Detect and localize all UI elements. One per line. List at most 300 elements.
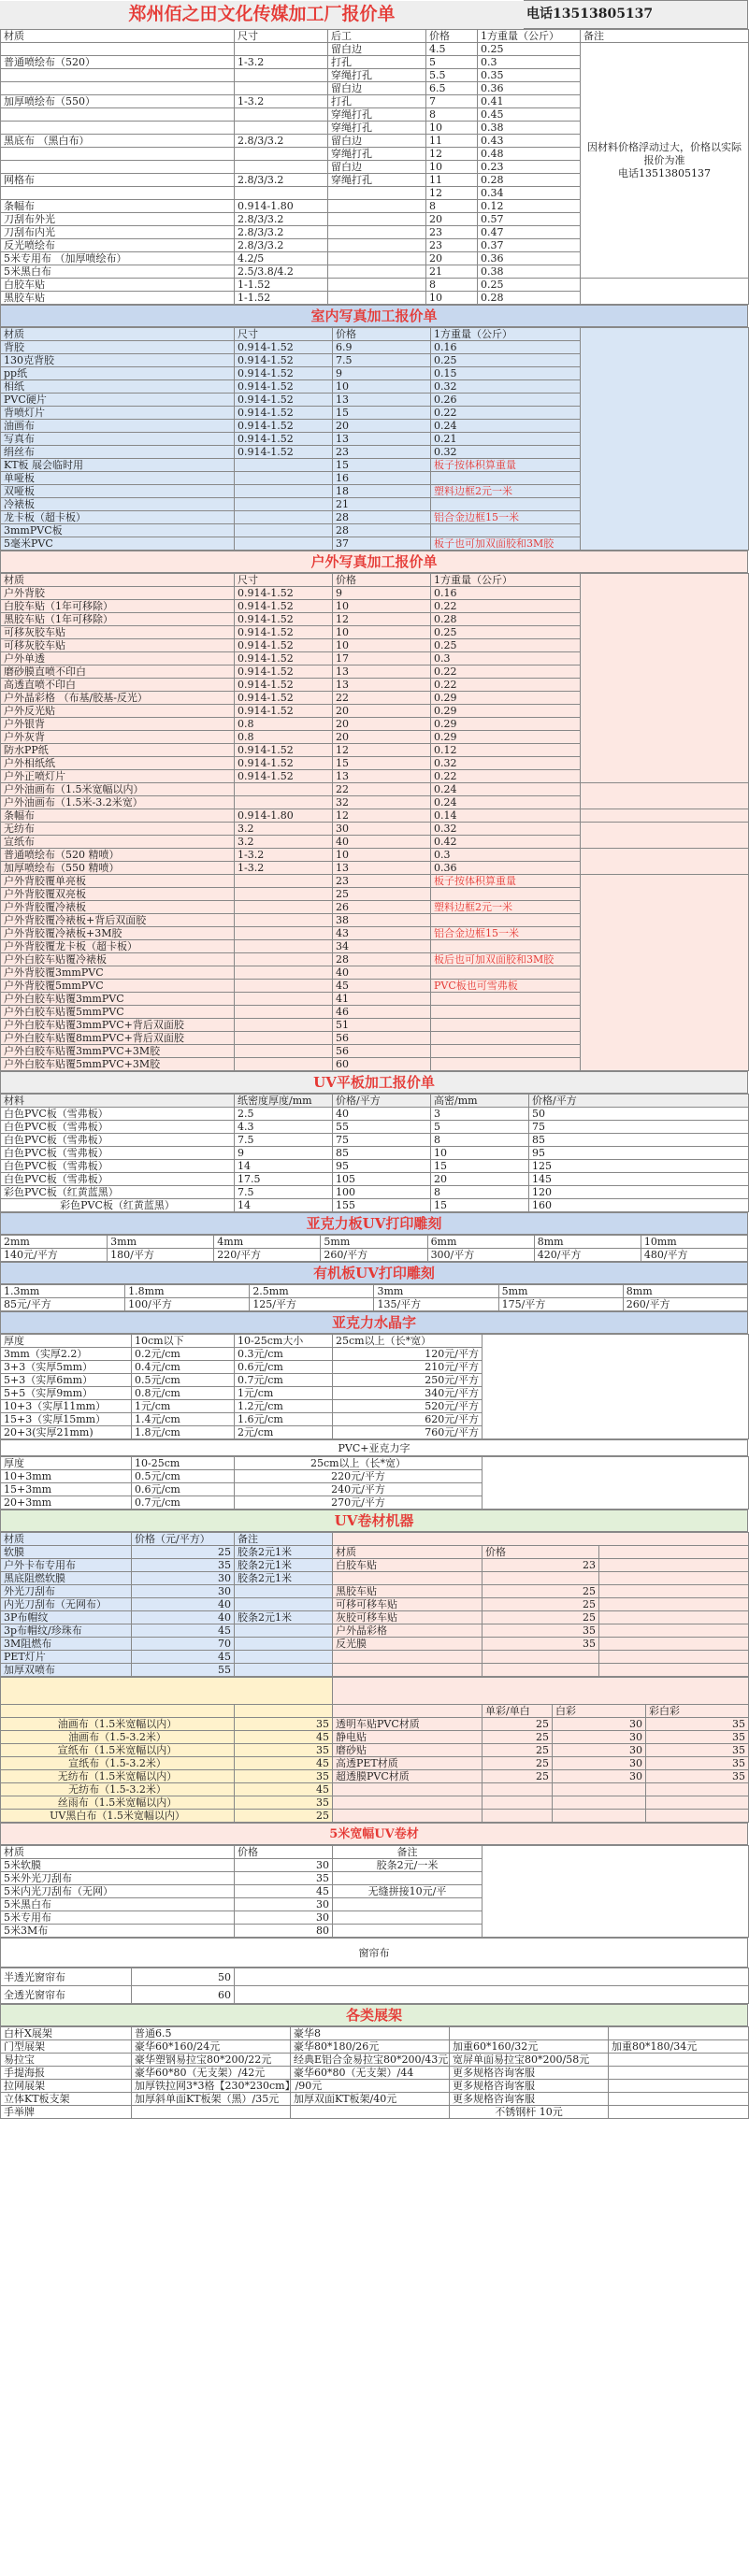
table-cell: 0.14	[431, 809, 581, 823]
table-cell: 1-3.2	[235, 862, 333, 875]
table-cell: PET灯片	[1, 1651, 132, 1664]
table-cell: 穿绳打孔	[328, 69, 426, 82]
column-header: 1方重量（公斤）	[478, 30, 581, 43]
table-cell: 20	[333, 731, 431, 744]
table-cell	[1, 122, 235, 135]
table-cell	[333, 1664, 483, 1677]
table-header-row	[1, 1335, 749, 1348]
table-cell: 更多规格咨询客服	[450, 2093, 609, 2106]
table-cell	[1, 108, 235, 122]
table-cell	[235, 511, 333, 524]
table-row	[1, 809, 749, 823]
column-header: 尺寸	[235, 30, 328, 43]
pvc-acrylic-title-text: PVC+亚克力字	[1, 1440, 748, 1456]
column-header: 备注	[333, 1846, 483, 1859]
header-phone: 电话13513805137	[524, 1, 748, 29]
table-cell: 10	[426, 122, 478, 135]
table-cell	[599, 1572, 749, 1585]
column-header: 1方重量（公斤）	[431, 574, 581, 587]
table-cell: 0.22	[431, 665, 581, 679]
column-header: 单彩/单白	[483, 1705, 553, 1718]
table-cell	[599, 1624, 749, 1638]
price-cell: 140元/平方	[1, 1249, 108, 1262]
table-cell	[483, 1783, 553, 1796]
table-cell: 户外背胶覆5mmPVC	[1, 980, 235, 993]
table-cell: 55	[333, 1121, 431, 1134]
table-cell	[235, 927, 333, 940]
table-cell: 户外背胶覆冷裱板+3M胶	[1, 927, 235, 940]
table-cell: 打孔	[328, 95, 426, 108]
table-cell	[431, 1006, 581, 1019]
table-cell: 0.34	[478, 187, 581, 200]
table-cell	[235, 1585, 333, 1598]
column-header: 10-25cm	[132, 1457, 235, 1470]
table-cell: 1.4元/cm	[132, 1413, 235, 1426]
table-cell: 0.8元/cm	[132, 1387, 235, 1400]
table-cell: 0.22	[431, 600, 581, 613]
table-cell: 0.48	[478, 148, 581, 161]
table-cell: 手提海报	[1, 2067, 132, 2080]
table-cell: 留白边	[328, 135, 426, 148]
table-cell: 10	[431, 1147, 529, 1160]
table-row	[1, 1986, 749, 2004]
organic-title	[0, 1262, 748, 1284]
table-cell: 50	[529, 1108, 749, 1121]
price-cell: 220/平方	[214, 1249, 321, 1262]
table-cell	[235, 1058, 333, 1071]
table-cell	[599, 1651, 749, 1664]
table-cell: 户外卡布专用布	[1, 1559, 132, 1572]
table-cell	[328, 200, 426, 213]
table-cell: 更多规格咨询客服	[450, 2080, 609, 2093]
table-cell: 胶条2元1米	[235, 1559, 333, 1572]
table-cell: 0.5元/cm	[132, 1374, 235, 1387]
table-cell: 0.914-1.52	[235, 446, 333, 459]
table-cell: 0.914-1.52	[235, 652, 333, 665]
table-cell: 9	[333, 587, 431, 600]
table-cell	[431, 1019, 581, 1032]
table-cell: 28	[333, 953, 431, 966]
section-title-row	[1, 1678, 749, 1705]
table-cell: 0.32	[431, 823, 581, 836]
table-cell: 37	[333, 537, 431, 551]
outdoor-title: 户外写真加工报价单	[1, 551, 748, 573]
table-cell: 25	[132, 1546, 235, 1559]
table-header-row	[1, 1457, 749, 1470]
table-cell	[1, 161, 235, 174]
table-cell: 25	[483, 1611, 599, 1624]
table-cell: 户外白胶车贴覆3mmPVC	[1, 993, 235, 1006]
table-header-row	[1, 1846, 749, 1859]
table-cell: 户外相纸纸	[1, 757, 235, 770]
table-cell: 黑胶车贴（1年可移除）	[1, 613, 235, 626]
table-cell: 0.914-1.52	[235, 380, 333, 394]
table-cell	[235, 148, 328, 161]
table-cell: 户外油画布（1.5米宽幅以内）	[1, 783, 235, 796]
price-row	[1, 1249, 748, 1262]
table-cell: 普通喷绘布（520 精喷）	[1, 849, 235, 862]
table-cell: 胶条2元/一米	[333, 1859, 483, 1872]
table-cell: 21	[333, 498, 431, 511]
table-cell: 0.29	[431, 705, 581, 718]
table-cell: 全透光窗帘布	[1, 1986, 132, 2004]
table-cell: 灰胶可移车贴	[333, 1611, 483, 1624]
size-cell: 6mm	[427, 1236, 534, 1249]
table-cell: 23	[483, 1559, 599, 1572]
table-cell: 易拉宝	[1, 2054, 132, 2067]
table-cell: 2.8/3/3.2	[235, 226, 328, 239]
size-cell: 3mm	[108, 1236, 214, 1249]
table-cell: 5	[431, 1121, 529, 1134]
side-phone	[581, 328, 749, 551]
acrylic-title	[0, 1212, 748, 1235]
table-cell	[235, 980, 333, 993]
table-cell: 背喷灯片	[1, 407, 235, 420]
table-cell: 0.38	[478, 265, 581, 279]
table-cell: 0.12	[478, 200, 581, 213]
table-cell: 0.23	[478, 161, 581, 174]
stand-title-text: 各类展架	[1, 2005, 748, 2026]
table-cell: 3p布帽纹/珍珠布	[1, 1624, 132, 1638]
table-row	[1, 2054, 749, 2067]
table-cell: 刀刮布外光	[1, 213, 235, 226]
table-cell	[431, 524, 581, 537]
table-cell	[333, 1796, 483, 1810]
table-cell: 0.47	[478, 226, 581, 239]
table-cell: 12	[333, 613, 431, 626]
table-cell	[431, 1032, 581, 1045]
table-cell: 10	[333, 639, 431, 652]
table-cell	[431, 1045, 581, 1058]
table-cell: 户外背胶覆单亮板	[1, 875, 235, 888]
table-row	[1, 2093, 749, 2106]
table-cell: 3P布帽纹	[1, 1611, 132, 1624]
table-cell: 0.24	[431, 796, 581, 809]
table-cell: 户外白胶车贴覆8mmPVC+背后双面胶	[1, 1032, 235, 1045]
table-cell	[599, 1559, 749, 1572]
table-cell: 20+3(实厚21mm)	[1, 1426, 132, 1439]
table-cell: 豪华8	[291, 2027, 450, 2040]
table-cell: 5.5	[426, 69, 478, 82]
table-cell: 3.2	[235, 836, 333, 849]
table-cell: 胶条2元1米	[235, 1546, 333, 1559]
table-cell: 板子也可加双面胶和3M胶	[431, 537, 581, 551]
table-row	[1, 1770, 749, 1783]
table-cell	[646, 1810, 749, 1823]
table-cell	[235, 1019, 333, 1032]
table-cell: 5米外光刀刮布	[1, 1872, 235, 1885]
size-cell: 1.8mm	[125, 1285, 250, 1298]
indoor-price-table	[0, 327, 749, 551]
table-cell: 绢丝布	[1, 446, 235, 459]
price-cell: 300/平方	[427, 1249, 534, 1262]
table-cell: 相纸	[1, 380, 235, 394]
table-cell: 9	[333, 367, 431, 380]
table-cell: 20	[333, 420, 431, 433]
table-cell	[235, 122, 328, 135]
table-cell: 35	[646, 1718, 749, 1731]
table-cell: 5+5（实厚9mm）	[1, 1387, 132, 1400]
table-cell: 18	[333, 485, 431, 498]
table-row	[1, 1624, 749, 1638]
uv-flatbed-table	[0, 1094, 749, 1212]
table-cell: 内光刀刮布（无网布）	[1, 1598, 132, 1611]
table-cell: 加重80*180/34元	[609, 2040, 749, 2054]
table-cell	[235, 901, 333, 914]
stand-title	[0, 2004, 748, 2026]
table-cell	[235, 498, 333, 511]
table-cell: 5毫米PVC	[1, 537, 235, 551]
table-cell: 0.16	[431, 341, 581, 354]
table-cell	[235, 187, 328, 200]
table-cell: 0.36	[431, 862, 581, 875]
table-header-row	[1, 30, 749, 43]
table-cell: 手举牌	[1, 2106, 132, 2119]
table-cell: 门型展架	[1, 2040, 132, 2054]
table-cell	[235, 1006, 333, 1019]
size-cell: 1.3mm	[1, 1285, 125, 1298]
table-cell: 20	[426, 252, 478, 265]
table-cell: 220元/平方	[235, 1470, 483, 1483]
table-row	[1, 1664, 749, 1677]
table-cell: 穿绳打孔	[328, 108, 426, 122]
table-row	[1, 849, 749, 862]
table-cell: 14	[235, 1160, 333, 1173]
table-cell: 12	[333, 744, 431, 757]
table-cell: 85	[529, 1134, 749, 1147]
table-cell: 0.28	[478, 292, 581, 305]
table-cell: 60	[132, 1986, 235, 2004]
price-cell: 260/平方	[321, 1249, 427, 1262]
table-cell: 宽屏单面易拉宝80*200/58元	[450, 2054, 609, 2067]
table-cell: 户外灰背	[1, 731, 235, 744]
table-cell: 43	[333, 927, 431, 940]
banner-price-table	[0, 29, 749, 305]
table-cell: 17.5	[235, 1173, 333, 1186]
price-cell: 480/平方	[641, 1249, 747, 1262]
table-cell: 3M阻燃布	[1, 1638, 132, 1651]
remark-note	[581, 43, 749, 279]
table-cell: 35	[235, 1796, 333, 1810]
table-cell: 油画布（1.5米宽幅以内）	[1, 1718, 235, 1731]
table-cell: 0.914-1.52	[235, 341, 333, 354]
table-cell: 1-1.52	[235, 279, 328, 292]
table-cell: 20	[431, 1173, 529, 1186]
column-header: 1方重量（公斤）	[431, 328, 581, 341]
table-cell: 23	[426, 239, 478, 252]
table-cell: 1-3.2	[235, 95, 328, 108]
column-header: 材质	[1, 328, 235, 341]
table-cell	[431, 888, 581, 901]
table-cell	[1, 187, 235, 200]
table-cell: 7.5	[235, 1134, 333, 1147]
table-row	[1, 1199, 749, 1212]
table-cell	[328, 213, 426, 226]
table-row	[1, 1147, 749, 1160]
table-cell: 0.29	[431, 718, 581, 731]
table-cell: 0.3元/cm	[235, 1348, 333, 1361]
table-cell: 23	[333, 446, 431, 459]
table-cell: 超透膜PVC材质	[333, 1770, 483, 1783]
table-cell: 8	[426, 279, 478, 292]
price-cell: 125/平方	[250, 1298, 374, 1311]
table-cell: 9	[235, 1147, 333, 1160]
table-cell: 25	[235, 1810, 333, 1823]
table-cell: 软膜	[1, 1546, 132, 1559]
table-cell	[483, 1651, 599, 1664]
table-cell: 2.8/3/3.2	[235, 213, 328, 226]
table-row	[1, 1186, 749, 1199]
table-cell: 0.914-1.52	[235, 705, 333, 718]
table-cell: 0.22	[431, 770, 581, 783]
table-cell: 0.914-1.80	[235, 200, 328, 213]
table-cell: 双哑板	[1, 485, 235, 498]
table-cell: 条幅布	[1, 200, 235, 213]
table-cell: 板后也可加双面胶和3M胶	[431, 953, 581, 966]
table-cell	[132, 2106, 291, 2119]
column-header: 10cm以下	[132, 1335, 235, 1348]
table-cell: 3mmPVC板	[1, 524, 235, 537]
uv-soft-table	[0, 1677, 749, 1823]
five-meter-title	[0, 1823, 748, 1845]
table-cell	[235, 108, 328, 122]
table-row	[1, 1546, 749, 1559]
table-cell: 25	[483, 1757, 553, 1770]
indoor-title: 室内写真加工报价单	[1, 306, 748, 327]
table-cell: 25	[483, 1585, 599, 1598]
table-cell: 1.8元/cm	[132, 1426, 235, 1439]
table-cell: KT板 展会临时用	[1, 459, 235, 472]
table-cell: 0.25	[431, 354, 581, 367]
table-cell	[333, 1925, 483, 1938]
table-cell	[1, 43, 235, 56]
column-header: 后工	[328, 30, 426, 43]
table-cell: 0.25	[478, 279, 581, 292]
five-meter-table	[0, 1845, 749, 1938]
uv-flatbed-title-text: UV平板加工报价单	[1, 1072, 748, 1094]
curtain-title	[0, 1938, 748, 1968]
table-cell: 56	[333, 1045, 431, 1058]
table-cell: 0.914-1.52	[235, 600, 333, 613]
table-cell: 黑底布 （黑白布）	[1, 135, 235, 148]
column-header: 白彩	[553, 1705, 646, 1718]
table-row	[1, 1810, 749, 1823]
column-header: 备注	[235, 1533, 333, 1546]
table-header-row	[1, 574, 749, 587]
table-cell	[646, 1783, 749, 1796]
table-cell: 0.42	[431, 836, 581, 849]
table-cell: 1-3.2	[235, 849, 333, 862]
table-cell: 加厚双喷布	[1, 1664, 132, 1677]
table-cell: 无纺布	[1, 823, 235, 836]
table-cell: 4.5	[426, 43, 478, 56]
table-cell: 35	[483, 1624, 599, 1638]
table-cell: 35	[646, 1744, 749, 1757]
table-cell: 40	[132, 1611, 235, 1624]
table-cell: 豪华塑钢易拉宝80*200/22元	[132, 2054, 291, 2067]
table-cell: 10	[426, 292, 478, 305]
column-header: 材质	[1, 1533, 132, 1546]
table-cell: 10	[333, 380, 431, 394]
table-cell: 可移灰胶车贴	[1, 639, 235, 652]
outdoor-price-table	[0, 573, 749, 1071]
table-cell: 40	[333, 1108, 431, 1121]
table-cell: 背胶	[1, 341, 235, 354]
table-cell: 拉网展架	[1, 2080, 132, 2093]
table-cell: 6.5	[426, 82, 478, 95]
table-cell: 0.914-1.52	[235, 433, 333, 446]
table-cell: 0.914-1.52	[235, 587, 333, 600]
table-cell: 12	[333, 809, 431, 823]
table-cell: 留白边	[328, 43, 426, 56]
table-cell: 10+3mm	[1, 1470, 132, 1483]
table-cell: 0.914-1.52	[235, 757, 333, 770]
column-header: 材质	[1, 30, 235, 43]
table-cell	[235, 993, 333, 1006]
table-cell: 白胶车贴	[333, 1559, 483, 1572]
table-cell: 40	[333, 966, 431, 980]
table-cell	[450, 2027, 609, 2040]
table-row	[1, 2106, 749, 2119]
table-cell	[599, 1585, 749, 1598]
table-cell	[235, 914, 333, 927]
table-cell	[328, 226, 426, 239]
table-cell: 120元/平方	[333, 1348, 483, 1361]
table-cell: 0.6元/cm	[132, 1483, 235, 1496]
table-cell	[431, 940, 581, 953]
table-cell: 620元/平方	[333, 1413, 483, 1426]
column-header: 备注	[581, 30, 749, 43]
table-cell: 白色PVC板（雪弗板）	[1, 1147, 235, 1160]
table-cell: 加厚斜单面KT板架（黑）/35元	[132, 2093, 291, 2106]
table-cell: 25	[333, 888, 431, 901]
table-cell: 25	[483, 1598, 599, 1611]
table-cell: 5+3（实厚6mm）	[1, 1374, 132, 1387]
price-cell: 85元/平方	[1, 1298, 125, 1311]
table-cell: 11	[426, 135, 478, 148]
table-cell	[599, 1638, 749, 1651]
table-cell: 加重60*160/32元	[450, 2040, 609, 2054]
table-cell: 打孔	[328, 56, 426, 69]
table-cell: 15	[333, 459, 431, 472]
table-cell	[235, 796, 333, 809]
crystal-table	[0, 1334, 749, 1439]
table-cell: 3mm（实厚2.2）	[1, 1348, 132, 1361]
table-cell: 80	[235, 1925, 333, 1938]
table-cell: 0.914-1.52	[235, 354, 333, 367]
size-cell: 2mm	[1, 1236, 108, 1249]
column-header: 价格	[333, 328, 431, 341]
table-header-row	[1, 1095, 749, 1108]
table-cell: 立体KT板支架	[1, 2093, 132, 2106]
table-cell: 外光刀刮布	[1, 1585, 132, 1598]
table-cell: 8	[426, 200, 478, 213]
table-cell	[483, 1335, 749, 1439]
table-row	[1, 43, 749, 56]
table-cell: 白色PVC板（雪弗板）	[1, 1173, 235, 1186]
table-cell: 10	[333, 849, 431, 862]
table-cell: 不锈钢杆 10元	[450, 2106, 609, 2119]
uv-roll-table	[0, 1532, 749, 1677]
table-cell: 刀刮布内光	[1, 226, 235, 239]
table-cell: 45	[235, 1757, 333, 1770]
indoor-section-title	[0, 305, 748, 327]
table-cell: 16	[333, 472, 431, 485]
table-cell: 户外白胶车贴覆5mmPVC	[1, 1006, 235, 1019]
table-cell: 760元/平方	[333, 1426, 483, 1439]
table-cell	[235, 524, 333, 537]
table-cell	[235, 537, 333, 551]
